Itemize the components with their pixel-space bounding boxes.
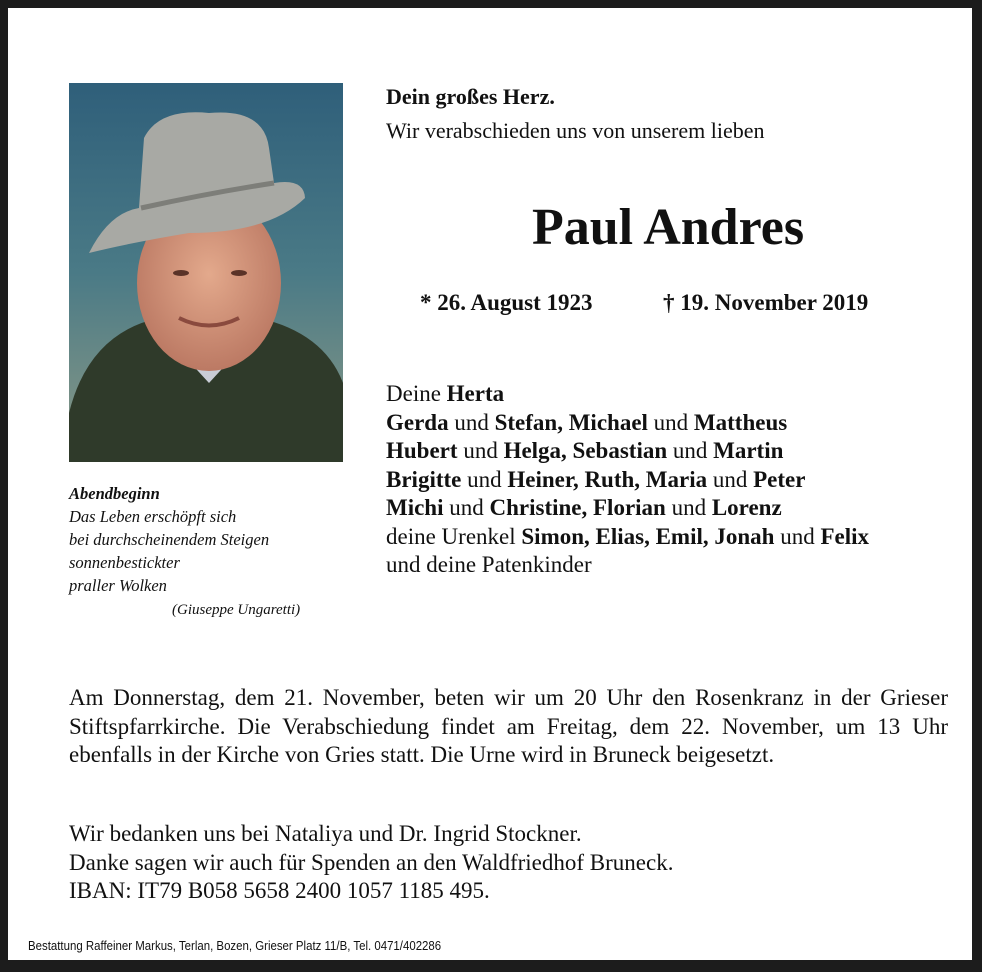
- family-text: und: [448, 409, 495, 435]
- iban-line: IBAN: IT79 B058 5658 2400 1057 1185 495.: [69, 878, 490, 903]
- family-name: Christine, Florian: [489, 495, 666, 520]
- family-text: und: [461, 466, 508, 492]
- thanks-line: Wir bedanken uns bei Nataliya und Dr. Ingrid Stockner.: [69, 821, 582, 846]
- family-name: Hubert: [386, 438, 458, 463]
- family-text: deine Urenkel: [386, 523, 522, 549]
- poem-author: (Giuseppe Ungaretti): [172, 602, 301, 618]
- family-name: Peter: [753, 466, 806, 492]
- poem-line: Das Leben erschöpft sich: [69, 507, 237, 526]
- obituary-card: [8, 8, 972, 960]
- family-name: Mattheus: [693, 409, 788, 435]
- family-name: Simon, Elias, Emil, Jonah: [521, 523, 775, 549]
- family-text: und: [665, 495, 712, 520]
- family-name: Gerda: [386, 409, 449, 435]
- birth-date: * 26. August 1923: [420, 290, 593, 315]
- family-line: [386, 494, 869, 523]
- announcement-paragraph: Am Donnerstag, dem 21. November, beten wir um 20 Uhr den Rosenkranz in der Grieser Stiftspfarrkirche. Die Verabschiedung findet am Freitag, dem 22. November, um 13 Uhr ebenfalls in der Kirche von Gries statt. Die Urne wird in Bruneck beigesetzt.: [69, 685, 948, 767]
- heading-line-1: Dein großes Herz.: [386, 84, 555, 109]
- poem-line: praller Wolken: [69, 576, 167, 595]
- family-line: [386, 409, 869, 438]
- family-name: Felix: [820, 523, 870, 549]
- family-name: Brigitte: [386, 466, 462, 492]
- thanks-block: [69, 820, 673, 906]
- deceased-name: Paul Andres: [531, 199, 805, 256]
- family-text: und deine Patenkinder: [386, 552, 592, 577]
- family-name: Herta: [446, 381, 505, 406]
- family-line: [386, 380, 869, 409]
- family-line: [386, 551, 869, 580]
- family-name: Lorenz: [711, 495, 782, 520]
- family-name: Martin: [713, 438, 784, 463]
- family-text: und: [457, 438, 504, 463]
- family-text: und: [667, 438, 714, 463]
- family-name: Stefan, Michael: [494, 409, 648, 435]
- death-date: † 19. November 2019: [663, 290, 869, 315]
- family-text: und: [647, 409, 694, 435]
- family-text: und: [774, 523, 821, 549]
- family-name: Helga, Sebastian: [503, 438, 668, 463]
- funeral-home-footer: Bestattung Raffeiner Markus, Terlan, Bozen, Grieser Platz 11/B, Tel. 0471/402286: [28, 938, 442, 953]
- family-line: [386, 466, 869, 495]
- family-text: und: [707, 466, 754, 492]
- family-list: [386, 380, 869, 580]
- poem-title: Abendbeginn: [69, 484, 160, 503]
- family-line: [386, 523, 869, 552]
- family-name: Michi: [386, 495, 444, 520]
- portrait-photo: [69, 83, 343, 462]
- family-line: [386, 437, 869, 466]
- thanks-line: Danke sagen wir auch für Spenden an den Waldfriedhof Bruneck.: [69, 849, 674, 875]
- poem-line: bei durchscheinendem Steigen: [69, 530, 270, 549]
- family-text: und: [443, 495, 490, 520]
- poem-line: sonnenbestickter: [69, 553, 180, 572]
- family-name: Heiner, Ruth, Maria: [507, 466, 708, 492]
- heading-line-2: Wir verabschieden uns von unserem lieben: [386, 118, 765, 143]
- poem: [69, 482, 269, 597]
- family-text: Deine: [386, 381, 447, 406]
